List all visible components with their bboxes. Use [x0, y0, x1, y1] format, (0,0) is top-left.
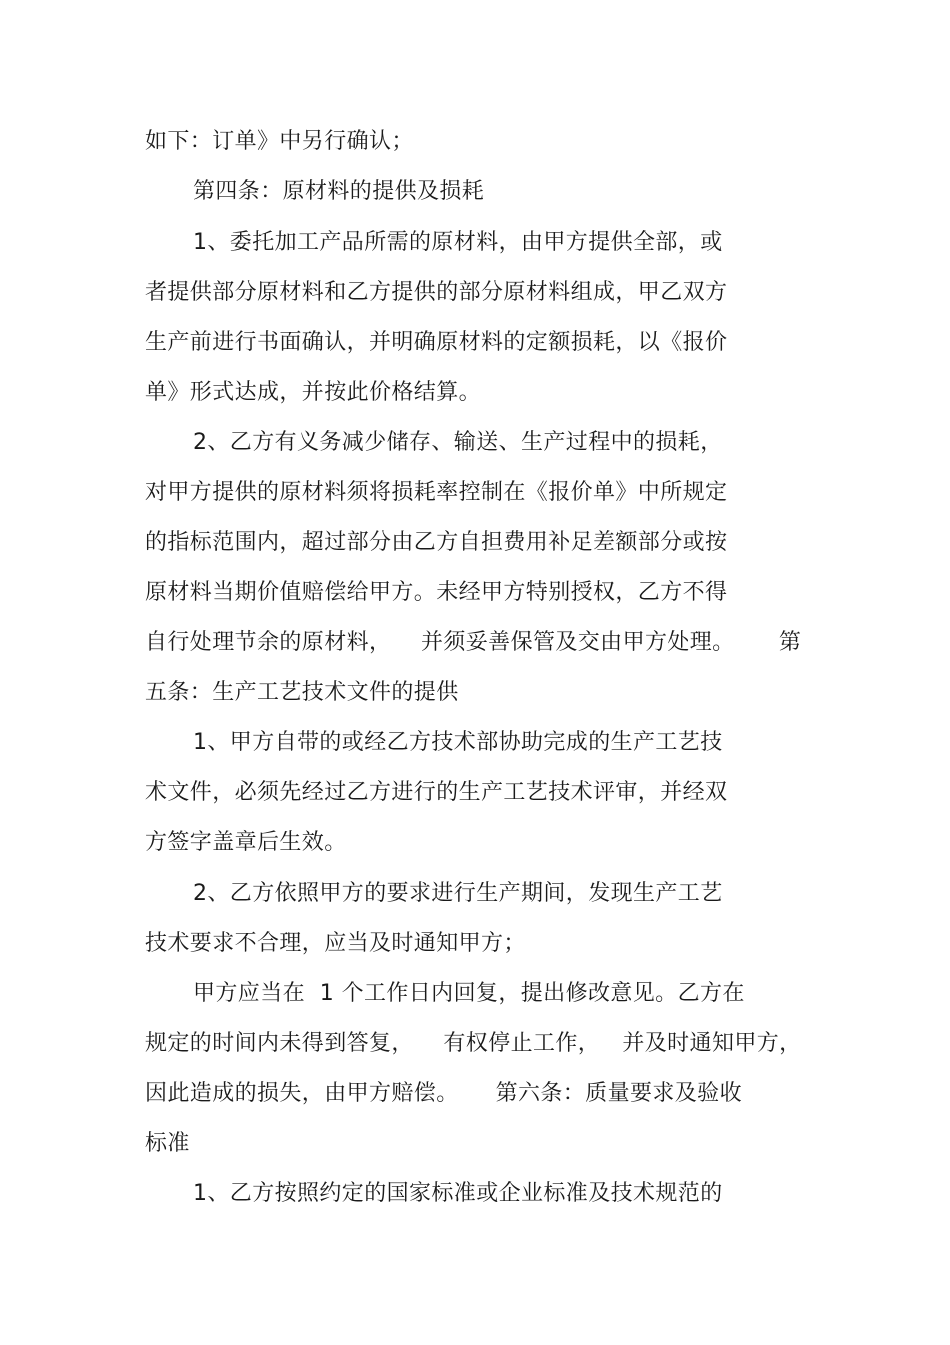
text-line: 术文件，必须先经过乙方进行的生产工艺技术评审，并经双 — [145, 780, 728, 805]
text-line: 甲方应当在 1 个工作日内回复，提出修改意见。乙方在 — [193, 981, 745, 1006]
article-heading: 五条：生产工艺技术文件的提供 — [145, 680, 459, 705]
text-line: 1、甲方自带的或经乙方技术部协助完成的生产工艺技 — [193, 730, 723, 755]
text-line: 2、乙方有义务减少储存、输送、生产过程中的损耗， — [193, 430, 723, 455]
text-line: 原材料当期价值赔偿给甲方。未经甲方特别授权，乙方不得 — [145, 580, 728, 605]
text-line: 技术要求不合理，应当及时通知甲方； — [145, 931, 526, 956]
text-line: 规定的时间内未得到答复， 有权停止工作， 并及时通知甲方， — [145, 1031, 802, 1056]
text-line: 自行处理节余的原材料， 并须妥善保管及交由甲方处理。 第 — [145, 630, 802, 655]
text-line: 1、乙方按照约定的国家标准或企业标准及技术规范的 — [193, 1181, 723, 1206]
text-line: 的指标范围内，超过部分由乙方自担费用补足差额部分或按 — [145, 530, 728, 555]
text-line: 如下：订单》中另行确认； — [145, 129, 414, 154]
text-line: 者提供部分原材料和乙方提供的部分原材料组成，甲乙双方 — [145, 280, 728, 305]
text-line: 2、乙方依照甲方的要求进行生产期间，发现生产工艺 — [193, 881, 723, 906]
text-line: 1、委托加工产品所需的原材料，由甲方提供全部，或 — [193, 230, 723, 255]
text-line: 标准 — [145, 1131, 190, 1156]
text-line: 生产前进行书面确认，并明确原材料的定额损耗，以《报价 — [145, 330, 728, 355]
article-heading: 第四条：原材料的提供及损耗 — [193, 179, 485, 204]
text-line: 方签字盖章后生效。 — [145, 830, 347, 855]
text-line: 因此造成的损失，由甲方赔偿。 第六条：质量要求及验收 — [145, 1081, 742, 1106]
text-line: 对甲方提供的原材料须将损耗率控制在《报价单》中所规定 — [145, 480, 728, 505]
text-line: 单》形式达成，并按此价格结算。 — [145, 380, 482, 405]
